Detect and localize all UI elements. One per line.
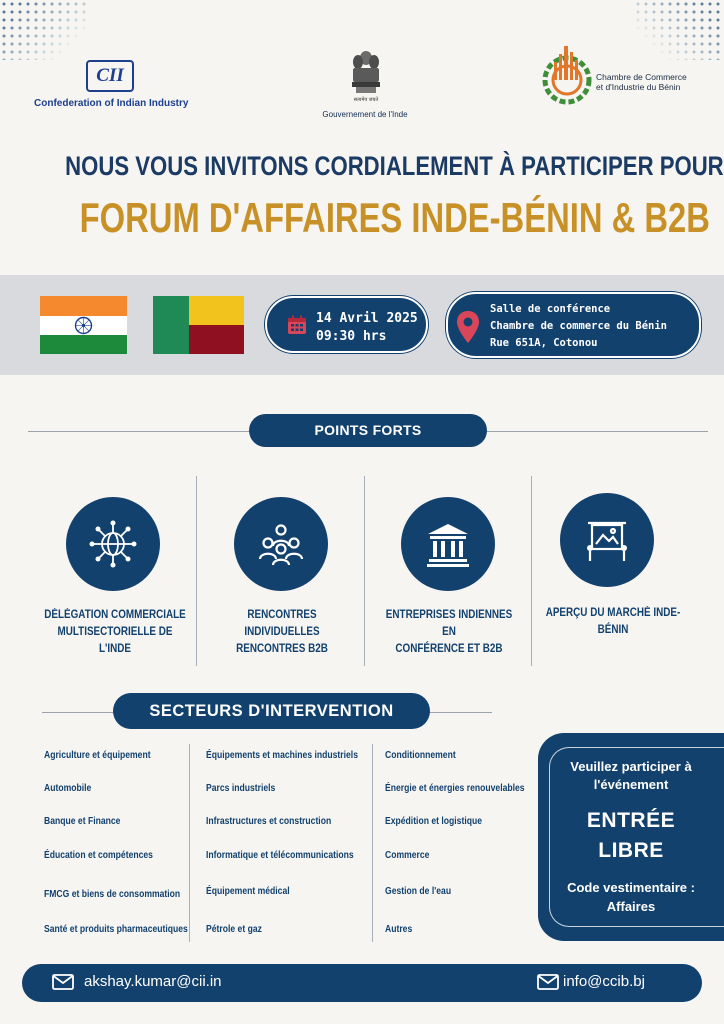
sector-item: Équipements et machines industriels — [206, 750, 358, 761]
highlight-label-line: APERÇU DU MARCHÉ INDE- — [545, 607, 681, 619]
sector-item: Autres — [385, 924, 413, 935]
mail-icon — [537, 974, 559, 990]
government-name: Gouvernement de l'Inde — [322, 110, 408, 119]
national-emblem-icon — [348, 48, 384, 104]
sector-item: Informatique et télécommunications — [206, 850, 354, 861]
cii-name: Confederation of Indian Industry — [34, 98, 189, 109]
benin-flag-icon — [153, 296, 244, 354]
sector-item: Infrastructures et construction — [206, 816, 332, 827]
ccib-logo — [538, 42, 596, 112]
dress-code-line2: Affaires — [606, 899, 656, 914]
india-flag-icon — [40, 296, 127, 354]
sector-item: Parcs industriels — [206, 783, 276, 794]
highlight-label-line: ENTREPRISES INDIENNES EN — [385, 609, 513, 638]
free-entry-line2: LIBRE — [598, 839, 664, 862]
highlight-label-line: DÉLÉGATION COMMERCIALE — [44, 609, 186, 621]
ccib-name-line2: et d'Industrie du Bénin — [596, 82, 681, 92]
highlight-label-line: CONFÉRENCE ET B2B — [395, 643, 503, 655]
highlight-label-line: RENCONTRES B2B — [236, 643, 328, 655]
sector-item: Gestion de l'eau — [385, 886, 452, 897]
highlight-circle-3 — [401, 497, 495, 591]
highlight-circle-1 — [66, 497, 160, 591]
date-time-pill — [265, 296, 428, 353]
cii-logo-text: CII — [96, 65, 124, 86]
column-divider — [531, 476, 532, 666]
sector-item: Énergie et énergies renouvelables — [385, 783, 525, 794]
contact-email-ccib[interactable]: info@ccib.bj — [563, 973, 645, 990]
highlights-title: POINTS FORTS — [249, 414, 487, 447]
event-time: 09:30 hrs — [316, 329, 387, 344]
cii-logo — [86, 60, 134, 92]
sector-item: Banque et Finance — [44, 816, 121, 827]
highlight-label-line: MULTISECTORIELLE DE — [57, 626, 173, 638]
highlight-label-4 — [542, 605, 685, 639]
highlight-circle-2 — [234, 497, 328, 591]
globe-network-icon — [88, 519, 138, 569]
highlight-label-3 — [378, 607, 521, 658]
contact-email-cii[interactable]: akshay.kumar@cii.in — [84, 973, 222, 990]
contact-footer — [22, 964, 702, 1002]
highlight-label-line: BÉNIN — [597, 624, 629, 636]
event-title: FORUM D'AFFAIRES INDE-BÉNIN & B2B — [79, 194, 710, 241]
dress-code-line1: Code vestimentaire : — [567, 880, 695, 895]
attend-line2: l'événement — [593, 777, 669, 792]
highlight-label-line: RENCONTRES INDIVIDUELLES — [244, 609, 320, 638]
mail-icon — [52, 974, 74, 990]
sector-item: Agriculture et équipement — [44, 750, 151, 761]
people-group-icon — [256, 519, 306, 569]
market-presentation-icon — [582, 515, 632, 565]
corner-dots-top-right — [634, 0, 724, 60]
sector-item: Conditionnement — [385, 750, 456, 761]
venue-line3: Rue 651A, Cotonou — [490, 337, 598, 349]
attend-line1: Veuillez participer à — [570, 759, 692, 774]
venue-line2: Chambre de commerce du Bénin — [490, 320, 668, 332]
emblem-motto: सत्यमेव जयते — [353, 97, 379, 103]
sector-item: Automobile — [44, 783, 92, 794]
event-date: 14 Avril 2025 — [316, 311, 418, 326]
sector-item: Équipement médical — [206, 886, 290, 897]
sector-item: Santé et produits pharmaceutiques — [44, 924, 188, 935]
highlight-label-1 — [44, 607, 187, 658]
free-entry-line1: ENTRÉE — [586, 809, 676, 832]
calendar-icon — [287, 315, 307, 335]
sector-item: FMCG et biens de consommation — [44, 889, 181, 900]
column-divider — [189, 744, 190, 942]
entry-info-box — [538, 733, 724, 941]
sector-item: Expédition et logistique — [385, 816, 483, 827]
institution-building-icon — [423, 519, 473, 569]
highlight-label-2 — [211, 607, 352, 658]
sector-item: Commerce — [385, 850, 430, 861]
ccib-name — [596, 72, 716, 92]
sectors-title: SECTEURS D'INTERVENTION — [113, 693, 430, 729]
highlight-label-line: L'INDE — [98, 643, 132, 655]
column-divider — [196, 476, 197, 666]
highlight-circle-4 — [560, 493, 654, 587]
column-divider — [372, 744, 373, 942]
corner-dots-top-left — [0, 0, 90, 60]
sector-item: Éducation et compétences — [44, 850, 153, 861]
invitation-heading: NOUS VOUS INVITONS CORDIALEMENT À PARTICIPER POUR — [65, 151, 724, 181]
sector-item: Pétrole et gaz — [206, 924, 262, 935]
ccib-name-line1: Chambre de Commerce — [596, 72, 687, 82]
location-pin-icon — [456, 310, 480, 344]
venue-line1: Salle de conférence — [490, 303, 611, 315]
column-divider — [364, 476, 365, 666]
venue-pill — [446, 292, 701, 358]
